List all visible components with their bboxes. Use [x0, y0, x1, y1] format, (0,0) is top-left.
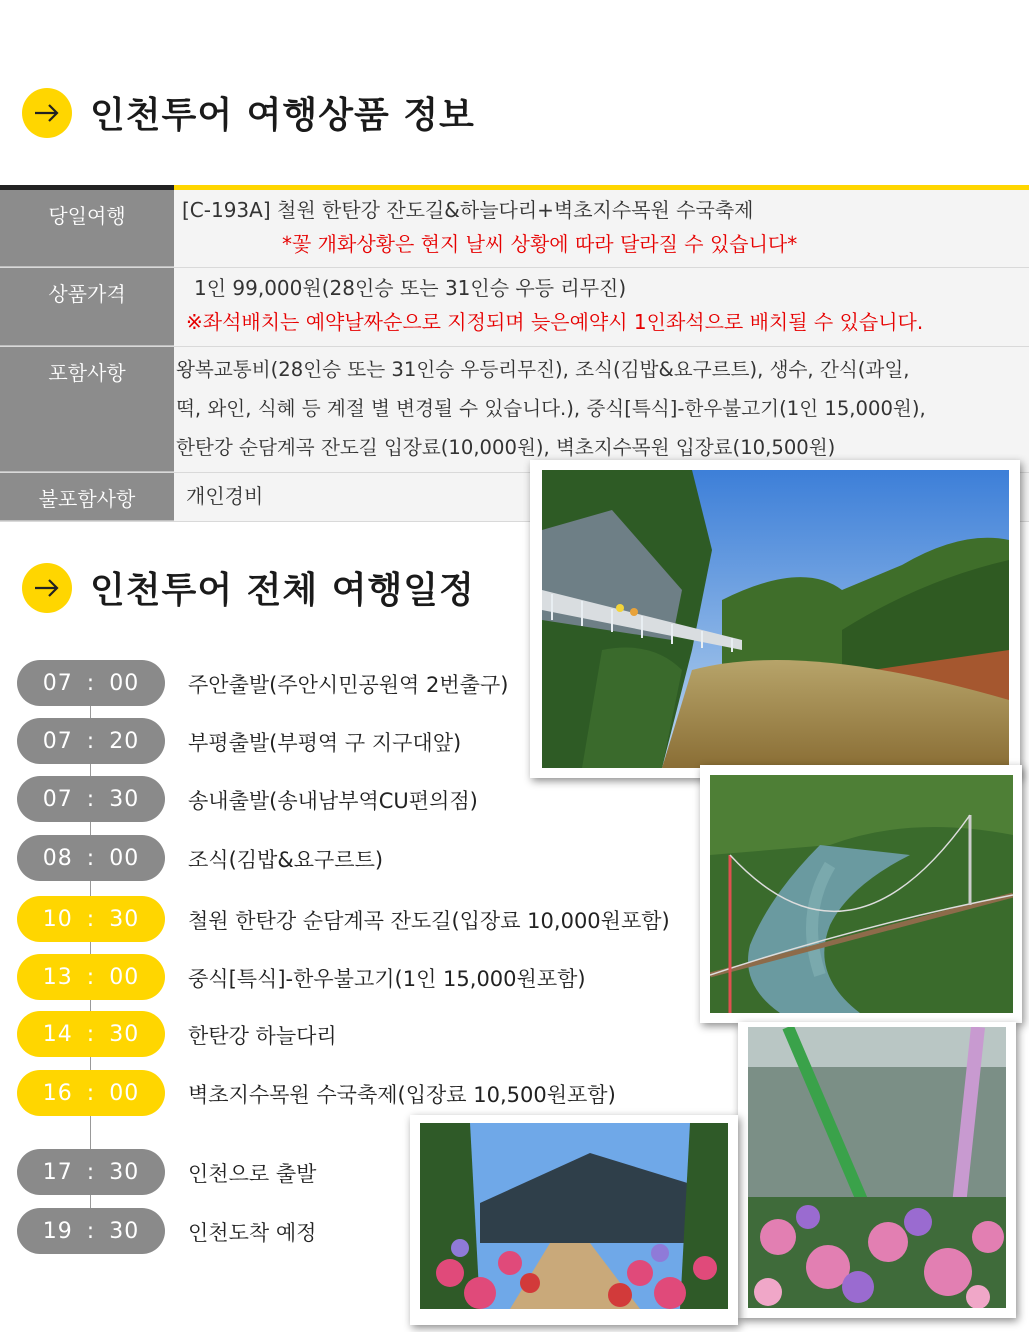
page-title: 인천투어 여행상품 정보: [90, 95, 475, 136]
time-separator: :: [86, 1021, 96, 1047]
time-minute: 00: [109, 964, 140, 990]
time-hour: 08: [42, 845, 73, 871]
section-title-schedule: [22, 562, 475, 613]
schedule-event: 송내출발(송내남부역CU편의점): [188, 789, 478, 813]
time-minute: 30: [109, 786, 140, 812]
time-separator: :: [86, 906, 96, 932]
info-line: 한탄강 순담계곡 잔도길 입장료(10,000원), 벽초지수목원 입장료(10,500원): [176, 436, 836, 459]
info-label: 당일여행: [0, 190, 174, 267]
time-hour: 07: [42, 786, 73, 812]
info-label: 포함사항: [0, 347, 174, 472]
time-separator: :: [86, 786, 96, 812]
info-label: 상품가격: [0, 268, 174, 346]
schedule-event: 주안출발(주안시민공원역 2번출구): [188, 673, 509, 697]
time-pill: [17, 1208, 165, 1254]
photo-arboretum-path: [410, 1115, 738, 1325]
time-separator: :: [86, 845, 96, 871]
time-minute: 00: [109, 670, 140, 696]
time-minute: 30: [109, 1021, 140, 1047]
info-value: [174, 347, 1029, 472]
time-separator: :: [86, 670, 96, 696]
info-label: 불포함사항: [0, 473, 174, 521]
time-hour: 19: [42, 1218, 73, 1244]
time-minute: 30: [109, 906, 140, 932]
time-hour: 16: [42, 1080, 73, 1106]
info-row-trip: [0, 190, 1029, 268]
time-pill: [17, 1011, 165, 1057]
time-pill: [17, 1149, 165, 1195]
time-pill: [17, 896, 165, 942]
info-value: [174, 268, 1029, 346]
schedule-event: 벽초지수목원 수국축제(입장료 10,500원포함): [188, 1083, 616, 1107]
arrow-right-icon: [22, 563, 72, 613]
time-pill: [17, 776, 165, 822]
info-line: [C-193A] 철원 한탄강 잔도길&하늘다리+벽초지수목원 수국축제: [182, 198, 754, 222]
time-separator: :: [86, 964, 96, 990]
time-separator: :: [86, 1080, 96, 1106]
time-hour: 14: [42, 1021, 73, 1047]
info-row-price: [0, 268, 1029, 347]
time-minute: 20: [109, 728, 140, 754]
schedule-event: 인천으로 출발: [188, 1162, 317, 1186]
schedule-event: 부평출발(부평역 구 지구대앞): [188, 731, 462, 755]
info-line: 1인 99,000원(28인승 또는 31인승 우등 리무진): [194, 276, 627, 300]
time-separator: :: [86, 728, 96, 754]
time-hour: 07: [42, 728, 73, 754]
time-hour: 17: [42, 1159, 73, 1185]
time-pill: [17, 835, 165, 881]
info-line: 개인경비: [186, 484, 264, 508]
schedule-event: 조식(김밥&요구르트): [188, 848, 384, 872]
time-pill: [17, 660, 165, 706]
schedule-event: 한탄강 하늘다리: [188, 1024, 337, 1048]
time-hour: 10: [42, 906, 73, 932]
time-minute: 30: [109, 1159, 140, 1185]
photo-hydrangea-greenhouse: [738, 1022, 1016, 1318]
time-hour: 13: [42, 964, 73, 990]
time-minute: 30: [109, 1218, 140, 1244]
time-separator: :: [86, 1218, 96, 1244]
schedule-title: 인천투어 전체 여행일정: [90, 570, 475, 611]
photo-cliff-walkway: [530, 460, 1020, 778]
info-note: ※좌석배치는 예약날짜순으로 지정되며 늦은예약시 1인좌석으로 배치될 수 있습니다.: [186, 310, 924, 334]
time-hour: 07: [42, 670, 73, 696]
time-minute: 00: [109, 845, 140, 871]
info-line: 떡, 와인, 식혜 등 계절 별 변경될 수 있습니다.), 중식[특식]-한우불고기(1인 15,000원),: [176, 397, 926, 420]
info-value: [174, 190, 1029, 267]
section-title-product-info: [22, 87, 475, 138]
schedule-event: 철원 한탄강 순담계곡 잔도길(입장료 10,000원포함): [188, 909, 670, 933]
time-pill: [17, 718, 165, 764]
info-row-included: [0, 347, 1029, 473]
time-pill: [17, 954, 165, 1000]
info-note: *꽃 개화상황은 현지 날씨 상황에 따라 달라질 수 있습니다*: [282, 232, 798, 256]
time-pill: [17, 1070, 165, 1116]
time-separator: :: [86, 1159, 96, 1185]
schedule-event: 인천도착 예정: [188, 1221, 317, 1245]
photo-sky-bridge: [700, 765, 1022, 1023]
info-line: 왕복교통비(28인승 또는 31인승 우등리무진), 조식(김밥&요구르트), 생수, 간식(과일,: [176, 358, 910, 381]
arrow-right-icon: [22, 88, 72, 138]
time-minute: 00: [109, 1080, 140, 1106]
schedule-event: 중식[특식]-한우불고기(1인 15,000원포함): [188, 967, 586, 991]
